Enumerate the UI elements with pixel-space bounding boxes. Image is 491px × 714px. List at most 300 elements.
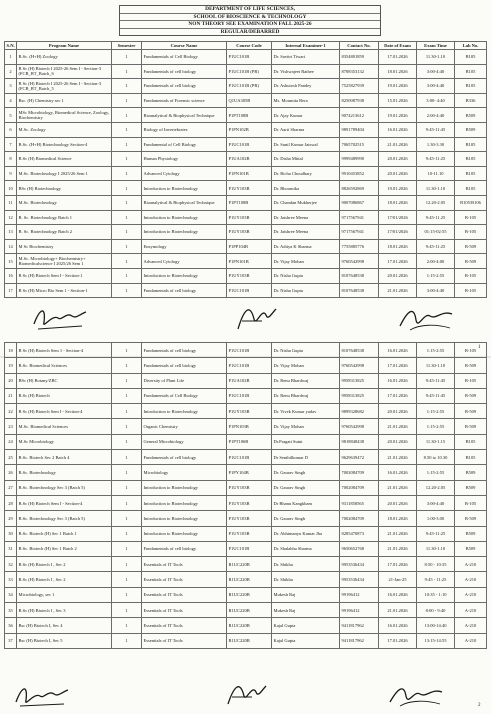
table-header-row bbox=[5, 42, 487, 50]
cell-program: B.Sc (H) Biotech I , Sec 3 bbox=[17, 603, 112, 618]
cell-time: 3:00-4:40 bbox=[417, 79, 455, 94]
cell-course-code: P1UC101B bbox=[227, 388, 272, 403]
cell-lab: B509 bbox=[455, 541, 487, 556]
cell-contact: 8285470873 bbox=[340, 526, 379, 541]
cell-examiner: Dr Senthilkumar D bbox=[272, 450, 340, 465]
cell-sn: 6 bbox=[5, 122, 17, 137]
cell-course-code: R1UC220B bbox=[227, 587, 272, 602]
cell-program: M Sc Biochemistry bbox=[17, 239, 112, 254]
document-page-2 bbox=[0, 347, 491, 714]
cell-lab: B-509 bbox=[455, 419, 487, 434]
cell-sn: 34 bbox=[5, 587, 17, 602]
cell-date: 21-Jan-25 bbox=[379, 572, 417, 587]
cell-course-code: P1UC101B bbox=[227, 283, 272, 298]
cell-contact: 99196412 bbox=[340, 587, 379, 602]
cell-course: Fundamentals of Cell Biology bbox=[142, 50, 227, 65]
cell-course-code: P1PY104B bbox=[227, 465, 272, 480]
table-row bbox=[5, 541, 487, 556]
cell-sn: 26 bbox=[5, 465, 17, 480]
table-row bbox=[5, 152, 487, 167]
cell-sn: 23 bbox=[5, 419, 17, 434]
table-row bbox=[5, 434, 487, 449]
cell-course: Fundamentals of Cell Biology bbox=[142, 388, 227, 403]
cell-examiner: Mukesh Raj bbox=[272, 603, 340, 618]
cell-date: 17/01/2026 bbox=[379, 210, 417, 225]
cell-sn: 18 bbox=[5, 343, 17, 358]
cell-course: Fundamentals of cell biology bbox=[142, 343, 227, 358]
cell-lab: B509 bbox=[455, 108, 487, 123]
cell-examiner: Dr. Shalabha Sharma bbox=[272, 541, 340, 556]
cell-course: Microbiology bbox=[142, 465, 227, 480]
table-row bbox=[5, 388, 487, 403]
cell-course: Diversity of Plant Life bbox=[142, 373, 227, 388]
cell-course: Fundamentals of Forensic science bbox=[142, 93, 227, 108]
cell-semester: 1 bbox=[112, 195, 142, 210]
table-row bbox=[5, 50, 487, 65]
cell-time: 3:00-4:40 bbox=[417, 64, 455, 79]
cell-lab: B-509 bbox=[455, 239, 487, 254]
cell-contact: 9760542998 bbox=[340, 419, 379, 434]
cell-course: Introduction to Biotechnology bbox=[142, 480, 227, 495]
cell-sn: 3 bbox=[5, 79, 17, 94]
cell-time: 1:00-3.00 bbox=[417, 511, 455, 526]
cell-time: 12.20-2.05 bbox=[417, 195, 455, 210]
cell-sn: 9 bbox=[5, 166, 17, 181]
cell-lab: A-210 bbox=[455, 603, 487, 618]
cell-contact: 9074213612 bbox=[340, 108, 379, 123]
cell-course-code: P1PN101B bbox=[227, 254, 272, 269]
cell-sn: 27 bbox=[5, 480, 17, 495]
cell-course-code: R1UC220B bbox=[227, 572, 272, 587]
cell-time: 9:45-11:45 bbox=[417, 373, 455, 388]
cell-time: 9:45 - 11:25 bbox=[417, 572, 455, 587]
cell-examiner: Dr. Nisha Gupta bbox=[272, 343, 340, 358]
cell-program: B.Sc (H) Biotech bbox=[17, 388, 112, 403]
cell-date: 17.01.2026 bbox=[379, 388, 417, 403]
cell-time: 9:45-11:25 bbox=[417, 526, 455, 541]
cell-examiner: Dr. Vijay Mohan bbox=[272, 254, 340, 269]
cell-examiner: Kajal Gupta bbox=[272, 633, 340, 648]
cell-contact: 8354801859 bbox=[340, 50, 379, 65]
cell-time: 8:00 - 9:40 bbox=[417, 603, 455, 618]
cell-program: BSc (H) Botany/ZBC bbox=[17, 373, 112, 388]
cell-time: 10:35 - 1:10 bbox=[417, 587, 455, 602]
table-row bbox=[5, 450, 487, 465]
table-row bbox=[5, 79, 487, 94]
table-row bbox=[5, 210, 487, 225]
cell-date: 16.01.2026 bbox=[379, 122, 417, 137]
cell-examiner: Dr. Nisha Gupta bbox=[272, 268, 340, 283]
cell-sn: 16 bbox=[5, 268, 17, 283]
document-header bbox=[119, 5, 381, 36]
cell-lab: B509 bbox=[455, 465, 487, 480]
cell-time: 9:45-11:45 bbox=[417, 388, 455, 403]
cell-time: 1:15-2:55 bbox=[417, 419, 455, 434]
cell-time: 8.50 to 10.30 bbox=[417, 450, 455, 465]
cell-program: B. Sc. Biotechnology Batch 1 bbox=[17, 210, 112, 225]
cell-examiner: Dr. Savitri Tiwari bbox=[272, 50, 340, 65]
cell-date: 17.01.2026 bbox=[379, 50, 417, 65]
cell-semester: 1 bbox=[112, 603, 142, 618]
cell-lab: B105 bbox=[455, 450, 487, 465]
cell-lab: B105 bbox=[455, 137, 487, 152]
col-header-sn: S.N. bbox=[6, 42, 15, 48]
cell-contact: 8708353132 bbox=[340, 64, 379, 79]
cell-lab: B-105 bbox=[455, 373, 487, 388]
cell-course-code: P1UC101B bbox=[227, 50, 272, 65]
cell-contact: 9007086867 bbox=[340, 195, 379, 210]
cell-contact: 8107648538 bbox=[340, 283, 379, 298]
cell-examiner: Dr. Nisha Gupta bbox=[272, 283, 340, 298]
table-row bbox=[5, 511, 487, 526]
cell-lab: B-105 bbox=[455, 225, 487, 240]
table-row bbox=[5, 166, 487, 181]
cell-contact: 9953536434 bbox=[340, 557, 379, 572]
cell-date: 21.01.2026 bbox=[379, 480, 417, 495]
cell-course: Introduction to Biotechnology bbox=[142, 495, 227, 510]
cell-course: Fundamentals of cell biology bbox=[142, 358, 227, 373]
cell-sn: 29 bbox=[5, 511, 17, 526]
cell-lab: B105 bbox=[455, 434, 487, 449]
cell-examiner: Dr Bhanu Kangkham bbox=[272, 495, 340, 510]
cell-course-code: P1UY103B bbox=[227, 480, 272, 495]
cell-program: B.Sc (H) Biotech I , Sec 2 bbox=[17, 572, 112, 587]
cell-semester: 1 bbox=[112, 239, 142, 254]
table-row bbox=[5, 108, 487, 123]
cell-program: B.Sc. Biotech (H) Sec 1 Batch 1 bbox=[17, 526, 112, 541]
cell-program: B.Sc. (H+H) Zoology bbox=[17, 50, 112, 65]
cell-course: Organic Chemistry bbox=[142, 419, 227, 434]
col-header-lab: Lab No. bbox=[455, 42, 487, 50]
cell-program: B Sc (H) Biotech I 2025-26 Sem I - Section-3 (FCB_BT_Batch_6 bbox=[17, 64, 112, 79]
cell-contact: 9760542998 bbox=[340, 254, 379, 269]
signature-middle-page-1 bbox=[232, 301, 278, 335]
cell-time: 1:15-2:55 bbox=[417, 404, 455, 419]
cell-time: 13:15-14:55 bbox=[417, 633, 455, 648]
cell-semester: 1 bbox=[112, 122, 142, 137]
table-row bbox=[5, 587, 487, 602]
cell-semester: 1 bbox=[112, 254, 142, 269]
cell-course-code: P1PT108B bbox=[227, 108, 272, 123]
cell-date: 20.01.2026 bbox=[379, 152, 417, 167]
cell-course-code: P1UY103B bbox=[227, 268, 272, 283]
cell-contact: 9999489990 bbox=[340, 152, 379, 167]
cell-time: 11.30-1.15 bbox=[417, 434, 455, 449]
cell-time: 13:00-14:40 bbox=[417, 618, 455, 633]
cell-semester: 1 bbox=[112, 465, 142, 480]
cell-date: 21.01.2026 bbox=[379, 603, 417, 618]
cell-lab: B336 bbox=[455, 93, 487, 108]
cell-date: 17.01.2026 bbox=[379, 633, 417, 648]
cell-semester: 1 bbox=[112, 541, 142, 556]
cell-sn: 21 bbox=[5, 388, 17, 403]
cell-course-code: R1UC220B bbox=[227, 633, 272, 648]
cell-time: 2:00-4:40 bbox=[417, 108, 455, 123]
col-header-course: Course Name bbox=[142, 42, 227, 50]
cell-date: 17.01.2026 bbox=[379, 254, 417, 269]
cell-program: B Sc (H) Biotech Sem I - Section-4 bbox=[17, 404, 112, 419]
cell-semester: 1 bbox=[112, 495, 142, 510]
cell-course-code: P1PT106B bbox=[227, 434, 272, 449]
cell-semester: 1 bbox=[112, 93, 142, 108]
cell-examiner: Dr. Jaishree Meena bbox=[272, 210, 340, 225]
cell-sn: 10 bbox=[5, 181, 17, 196]
cell-lab: B-105 bbox=[455, 283, 487, 298]
cell-date: 18.01.2026 bbox=[379, 511, 417, 526]
cell-semester: 1 bbox=[112, 526, 142, 541]
cell-lab: B509 bbox=[455, 480, 487, 495]
cell-date: 17/01/2026 bbox=[379, 225, 417, 240]
cell-semester: 1 bbox=[112, 64, 142, 79]
header-exam-title: NON THEORY SEE EXAMINATION FALL 2025-26 bbox=[120, 21, 380, 29]
cell-semester: 1 bbox=[112, 434, 142, 449]
cell-examiner: Dr. Richa Choudhary bbox=[272, 166, 340, 181]
cell-examiner: Dr. Ashutosh Pandey bbox=[272, 79, 340, 94]
cell-course-code: P1UC101B bbox=[227, 137, 272, 152]
cell-program: Microbiology, sec 1 bbox=[17, 587, 112, 602]
cell-semester: 1 bbox=[112, 511, 142, 526]
cell-contact: 9629639472 bbox=[340, 450, 379, 465]
cell-semester: 1 bbox=[112, 388, 142, 403]
table-row bbox=[5, 93, 487, 108]
cell-examiner: Kajal Gupta bbox=[272, 618, 340, 633]
cell-program: B.Sc. (H+H) Biotechnology Section-4 bbox=[17, 137, 112, 152]
cell-program: M.Sc. Biotechnology I 2025/26 Sem 1 bbox=[17, 166, 112, 181]
table-body-page-1 bbox=[5, 50, 487, 298]
header-school: SCHOOL OF BIOSCIENCE & TECHNOLOGY bbox=[120, 14, 380, 22]
cell-sn: 28 bbox=[5, 495, 17, 510]
cell-time: 12.20-2.05 bbox=[417, 480, 455, 495]
cell-course-code: P1UY103B bbox=[227, 526, 272, 541]
cell-course: Bioanalytical & Biophysical Technique bbox=[142, 195, 227, 210]
table-row bbox=[5, 122, 487, 137]
cell-time: 11.30-1.10 bbox=[417, 181, 455, 196]
cell-date: 20.01.2026 bbox=[379, 434, 417, 449]
page-number-2: 2 bbox=[478, 703, 481, 708]
cell-sn: 2 bbox=[5, 64, 17, 79]
cell-examiner: Dr. Renu Bhardwaj bbox=[272, 388, 340, 403]
cell-contact: 7002084709 bbox=[340, 511, 379, 526]
table-body-page-2 bbox=[5, 343, 487, 649]
cell-date: 21.01.2026 bbox=[379, 419, 417, 434]
cell-date: 15.01.2026 bbox=[379, 93, 417, 108]
cell-lab: B105/B106 bbox=[455, 195, 487, 210]
cell-program: B Sc (H) Biotech I 2025-26 Sem I - Section-3 (FCB_BT_Batch_5 bbox=[17, 79, 112, 94]
cell-course-code: P1UC101B bbox=[227, 450, 272, 465]
cell-contact: 7002084709 bbox=[340, 480, 379, 495]
cell-course-code: P1UY103B bbox=[227, 181, 272, 196]
cell-lab: A-210 bbox=[455, 557, 487, 572]
cell-date: 18.01.2026 bbox=[379, 195, 417, 210]
cell-sn: 11 bbox=[5, 195, 17, 210]
table-row bbox=[5, 225, 487, 240]
cell-date: 17.01.2026 bbox=[379, 557, 417, 572]
cell-date: 20.01.2026 bbox=[379, 404, 417, 419]
cell-examiner: Dr. Gaurav Singh bbox=[272, 465, 340, 480]
cell-lab: B105 bbox=[455, 50, 487, 65]
cell-course-code: P1UY103B bbox=[227, 511, 272, 526]
cell-date: 19.01.2026 bbox=[379, 108, 417, 123]
table-row bbox=[5, 572, 487, 587]
table-row bbox=[5, 480, 487, 495]
cell-time: 3:00-4:40 bbox=[417, 495, 455, 510]
cell-date: 16.01.2026 bbox=[379, 587, 417, 602]
cell-time: 1.30-3.30 bbox=[417, 137, 455, 152]
cell-course-code: R1UC220B bbox=[227, 603, 272, 618]
cell-course: Advanced Cytology bbox=[142, 254, 227, 269]
cell-lab: B-509 bbox=[455, 511, 487, 526]
cell-course: Essentials of IT Tools bbox=[142, 572, 227, 587]
cell-program: Bsc (H) Biotech I, Sec 4 bbox=[17, 618, 112, 633]
cell-time: 3:00-4:40 bbox=[417, 283, 455, 298]
cell-contact: 9953536434 bbox=[340, 572, 379, 587]
cell-program: M.Sc. Biotechnology bbox=[17, 195, 112, 210]
cell-lab: B105 bbox=[455, 152, 487, 167]
cell-course-code: P1PP104B bbox=[227, 239, 272, 254]
cell-program: M.Sc. Zoology bbox=[17, 122, 112, 137]
cell-course: Fundamental of Cell Biology bbox=[142, 137, 227, 152]
table-row bbox=[5, 343, 487, 358]
cell-program: B.Sc. Biomedical Sciences bbox=[17, 358, 112, 373]
cell-course: Introduction to Biotechnology bbox=[142, 404, 227, 419]
cell-examiner: Dr. Jaishree Meena bbox=[272, 225, 340, 240]
table-row bbox=[5, 419, 487, 434]
cell-program: M.Sc. Biomedical Sciences bbox=[17, 419, 112, 434]
cell-program: B Sc (H) Micro Bio Sem 1 - Section-1 bbox=[17, 283, 112, 298]
cell-course-code: P1UC101B bbox=[227, 358, 272, 373]
cell-examiner: Dr.Pragati Suini bbox=[272, 434, 340, 449]
cell-contact: 9717567941 bbox=[340, 225, 379, 240]
cell-course: Introduction to Biotechnology bbox=[142, 268, 227, 283]
cell-date: 21.01.2026 bbox=[379, 283, 417, 298]
cell-date: 21.01.2026 bbox=[379, 137, 417, 152]
cell-sn: 7 bbox=[5, 137, 17, 152]
cell-course-code: P1UC101B bbox=[227, 343, 272, 358]
cell-examiner: Dr. Abhimanyu Kumar Jha bbox=[272, 526, 340, 541]
cell-sn: 30 bbox=[5, 526, 17, 541]
cell-sn: 12 bbox=[5, 210, 17, 225]
cell-date: 18.01.2026 bbox=[379, 64, 417, 79]
cell-time: 11.30-1.10 bbox=[417, 50, 455, 65]
cell-course-code: P1PT108B bbox=[227, 195, 272, 210]
table-row bbox=[5, 495, 487, 510]
cell-sn: 35 bbox=[5, 603, 17, 618]
cell-examiner: Dr. Vivek Kumar yadav bbox=[272, 404, 340, 419]
cell-sn: 8 bbox=[5, 152, 17, 167]
cell-course-code: P1UY103B bbox=[227, 404, 272, 419]
cell-contact: 9899328682 bbox=[340, 404, 379, 419]
cell-examiner: Mukesh Raj bbox=[272, 587, 340, 602]
cell-course: Introduction to Biotechnology bbox=[142, 526, 227, 541]
cell-course: Fundamentals of cell biology bbox=[142, 283, 227, 298]
cell-examiner: Dr. Shikha bbox=[272, 557, 340, 572]
cell-course: Advanced Cytology bbox=[142, 166, 227, 181]
cell-course: Essentials of IT Tools bbox=[142, 618, 227, 633]
cell-examiner: Dr. Sunil Kumar Jaiswal bbox=[272, 137, 340, 152]
table-row bbox=[5, 137, 487, 152]
cell-sn: 31 bbox=[5, 541, 17, 556]
cell-contact: 9717567941 bbox=[340, 210, 379, 225]
cell-semester: 1 bbox=[112, 358, 142, 373]
signature-left-page-2 bbox=[12, 680, 72, 710]
cell-semester: 1 bbox=[112, 618, 142, 633]
table-row bbox=[5, 404, 487, 419]
cell-semester: 1 bbox=[112, 480, 142, 495]
cell-semester: 1 bbox=[112, 50, 142, 65]
cell-program: Bsc. (H) Chemistry sec 1 bbox=[17, 93, 112, 108]
cell-contact: 8250087938 bbox=[340, 93, 379, 108]
cell-program: B. Sc. Biotechnology Batch 2 bbox=[17, 225, 112, 240]
cell-contact: 8826592869 bbox=[340, 181, 379, 196]
col-header-date: Date of Exam bbox=[379, 42, 417, 50]
cell-course: Human Physiology bbox=[142, 152, 227, 167]
cell-course-code: P1UY103B bbox=[227, 210, 272, 225]
cell-lab: B-509 bbox=[455, 254, 487, 269]
cell-examiner: Dr. Gaurav Singh bbox=[272, 511, 340, 526]
cell-time: 9:45-11:25 bbox=[417, 152, 455, 167]
cell-sn: 32 bbox=[5, 557, 17, 572]
cell-course-code: P1UA102B bbox=[227, 152, 272, 167]
cell-lab: A-210 bbox=[455, 618, 487, 633]
cell-course: Fundamentals of cell biology bbox=[142, 79, 227, 94]
table-row bbox=[5, 254, 487, 269]
cell-sn: 25 bbox=[5, 450, 17, 465]
cell-contact: 9411817962 bbox=[340, 633, 379, 648]
table-row bbox=[5, 373, 487, 388]
cell-time: 10-11.10 bbox=[417, 166, 455, 181]
cell-date: 20.01.2026 bbox=[379, 268, 417, 283]
col-header-semester: Semester bbox=[112, 42, 142, 50]
header-status: REGULAR/DEBARRED bbox=[220, 28, 280, 35]
cell-course-code: P1UC101B (PR) bbox=[227, 64, 272, 79]
cell-course-code: P1UC101B bbox=[227, 541, 272, 556]
cell-time: 8:50 - 10:35 bbox=[417, 557, 455, 572]
cell-examiner: Dr. Gaurav Singh bbox=[272, 480, 340, 495]
signature-middle-page-2 bbox=[222, 678, 268, 710]
table-row bbox=[5, 268, 487, 283]
table-row bbox=[5, 603, 487, 618]
cell-date: 21.01.2026 bbox=[379, 450, 417, 465]
cell-date: 18.01.2026 bbox=[379, 239, 417, 254]
col-header-code: Course Code bbox=[227, 42, 272, 50]
cell-date: 20.01.2026 bbox=[379, 495, 417, 510]
cell-sn: 5 bbox=[5, 108, 17, 123]
cell-lab: B105 bbox=[455, 181, 487, 196]
cell-program: B.Sc (H) Biotech Sem I - Section-4 bbox=[17, 495, 112, 510]
cell-course-code: P1UC101B (PR) bbox=[227, 79, 272, 94]
table-row bbox=[5, 618, 487, 633]
cell-sn: 36 bbox=[5, 618, 17, 633]
cell-date: 16.01.2026 bbox=[379, 373, 417, 388]
cell-program: Bsc (H) Biotech I, Sec 5 bbox=[17, 633, 112, 648]
cell-lab: B-105 bbox=[455, 495, 487, 510]
cell-sn: 4 bbox=[5, 93, 17, 108]
cell-date: 17.01.2026 bbox=[379, 358, 417, 373]
col-header-contact: Contact No. bbox=[340, 42, 379, 50]
cell-lab: B509 bbox=[455, 526, 487, 541]
cell-examiner: Ms. Moumita Bera bbox=[272, 93, 340, 108]
cell-semester: 1 bbox=[112, 283, 142, 298]
cell-examiner: Dr. Vijay Mohan bbox=[272, 419, 340, 434]
cell-time: 9:45-11:25 bbox=[417, 239, 455, 254]
cell-semester: 1 bbox=[112, 557, 142, 572]
cell-semester: 1 bbox=[112, 108, 142, 123]
cell-course-code: R1UC220B bbox=[227, 557, 272, 572]
cell-contact: 99196412 bbox=[340, 603, 379, 618]
header-department: DEPARTMENT OF LIFE SCIENCES, bbox=[120, 6, 380, 14]
table-row bbox=[5, 195, 487, 210]
page-number-1: 1 bbox=[478, 345, 481, 350]
